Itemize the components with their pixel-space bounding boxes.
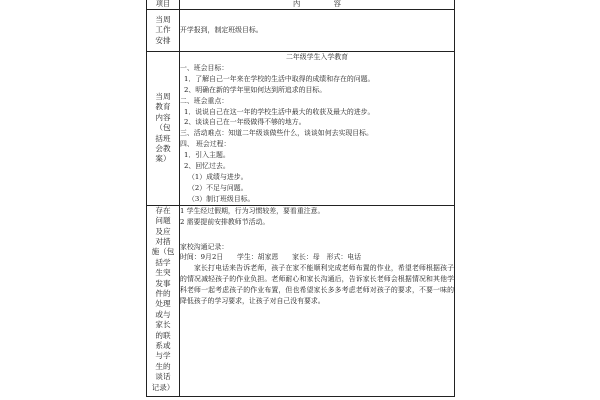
header-item: 项目 <box>147 0 180 10</box>
edu-line: （3）制订班级目标。 <box>188 194 255 203</box>
label-weekly-plan: 当周 工作 安排 <box>147 10 180 52</box>
edu-line: 2、谈谈自己在一年级做得不够的地方。 <box>184 118 306 127</box>
label-issues: 存在 问题 及应 对措 施（包 括学 生突 发事 件的 处理 或与 家长 的联 系或 与学 生的 谈话 记录） <box>147 205 180 396</box>
header-content: 内 容 <box>180 0 455 10</box>
education-title: 二年级学生入学教育 <box>285 53 348 61</box>
issue-item: 2 需要提前安排教师节活动。 <box>180 217 270 226</box>
record-title: 家校沟通记录： <box>180 242 229 251</box>
table-header-row <box>147 0 455 10</box>
record-body: 家长打电话来告诉老师，孩子在家不能顺利完成老师布置的作业，希望老师根据孩子的情况减轻孩子的作业负担。老师耐心和家长沟通后，告诉家长老师会根据情况和其他学科老师一起考虑孩子的作业布置，但也希望家长多多考虑老师对孩子的要求，不要一味的降低孩子的学习要求，让孩子对自己没有要求。 <box>180 264 454 306</box>
weekly-plan-table <box>146 0 455 397</box>
weekly-plan-text: 开学报到，制定班级目标。 <box>180 10 455 52</box>
issue-item: 1 学生经过假期，行为习惯较差，要看重注意。 <box>180 206 325 215</box>
edu-line: （1）成绩与进步。 <box>188 172 248 181</box>
edu-line: 二、班会重点： <box>180 96 229 105</box>
edu-line: 2、回忆过去。 <box>184 162 230 171</box>
label-education: 当周 教育 内容 （包 括班 会教 案） <box>147 52 180 206</box>
edu-line: 四、 班会过程： <box>180 140 231 149</box>
issues-content <box>180 205 455 396</box>
table-row-issues <box>147 205 455 396</box>
edu-line: 1．说说自己在这一年的学校生活中最大的收获及最大的进步。 <box>184 107 375 116</box>
edu-line: （2）不足与问题。 <box>188 183 248 192</box>
edu-line: 一、班会目标： <box>180 63 229 72</box>
edu-line: 2、明确在新的学年里如何达到所追求的目标。 <box>184 85 327 94</box>
edu-line: 三、活动难点：知道二年级该做些什么，谈谈如何去实现目标。 <box>180 129 373 138</box>
edu-line: 1．引入主题。 <box>184 151 230 160</box>
education-content <box>180 52 455 206</box>
edu-line: 1．了解自己一年来在学校的生活中取得的成绩和存在的问题。 <box>184 74 375 83</box>
table-row-weekly-plan <box>147 10 455 52</box>
record-meta: 时间：9月2日 学生：胡家恩 家长：母 形式：电话 <box>180 253 362 262</box>
table-row-education <box>147 52 455 206</box>
